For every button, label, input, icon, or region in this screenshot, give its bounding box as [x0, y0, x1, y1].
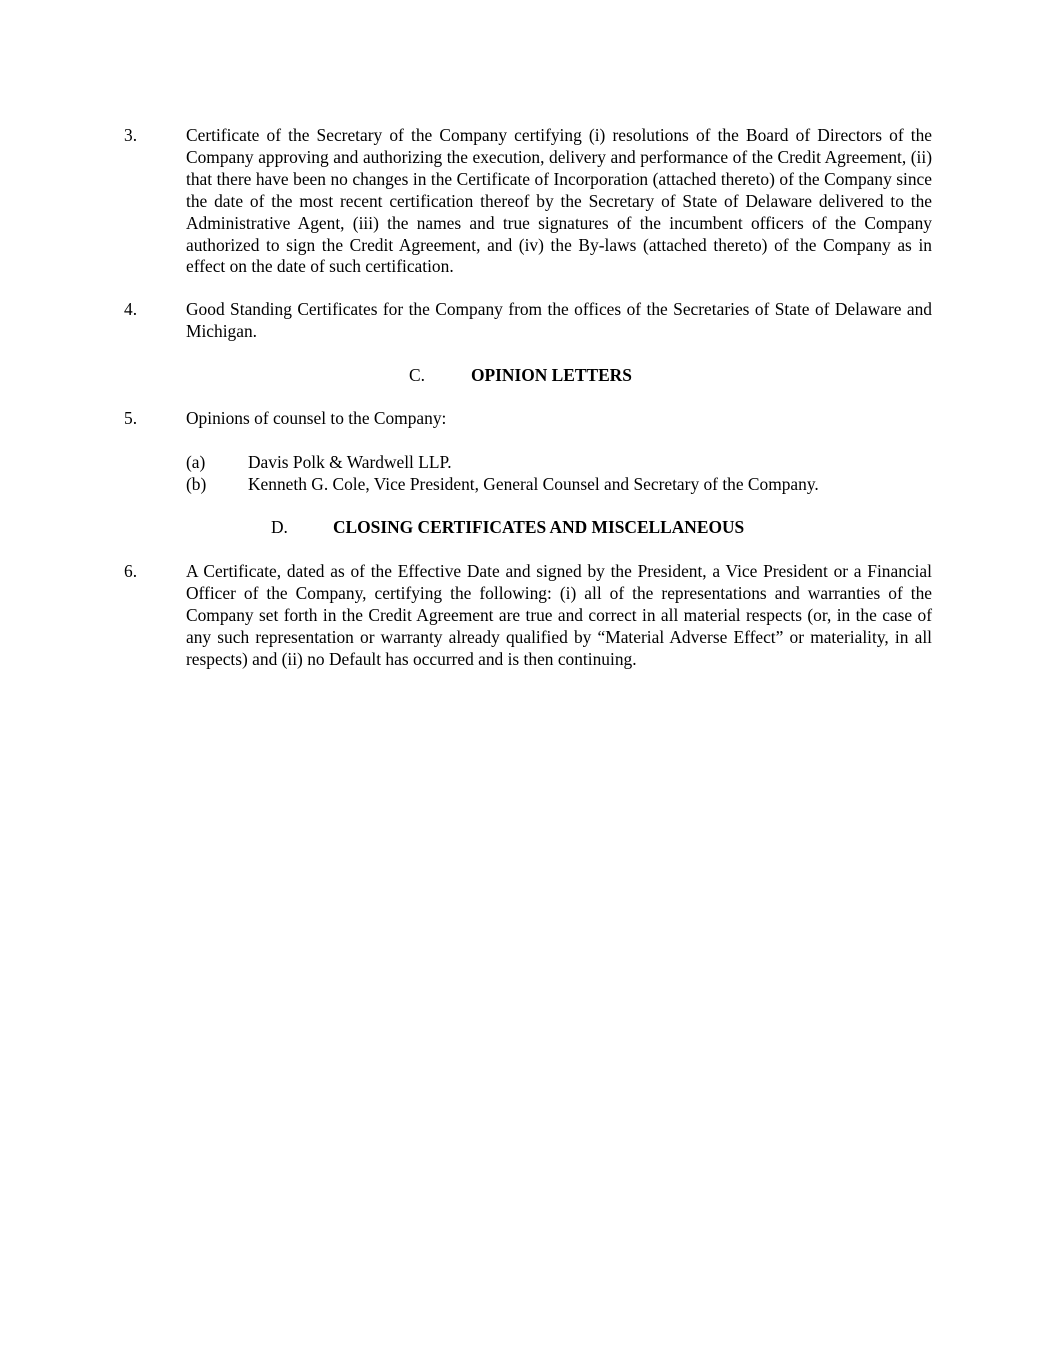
item-6 — [124, 561, 932, 671]
item-text: Certificate of the Secretary of the Company certifying (i) resolutions of the Board of Directors of the Company approving and authorizing the execution, delivery and performance of the Credit Agreement, (ii) that there have been no changes in the Certificate of Incorporation (attached thereto) of the Company since the date of the most recent certification thereof by the Secretary of State of Delaware delivered to the Administrative Agent, (iii) the names and true signatures of the incumbent officers of the Company authorized to sign the Credit Agreement, and (iv) the By-laws (attached thereto) of the Company as in effect on the date of such certification. — [186, 125, 932, 277]
opinion-text: Kenneth G. Cole, Vice President, General Counsel and Secretary of the Company. — [248, 474, 819, 494]
item-3 — [124, 125, 932, 278]
item-text: Opinions of counsel to the Company: — [186, 408, 447, 428]
opinion-text: Davis Polk & Wardwell LLP. — [248, 452, 452, 472]
item-4 — [124, 299, 932, 343]
section-letter: D. — [271, 517, 288, 537]
item-5 — [124, 408, 932, 430]
item-text: Good Standing Certificates for the Company from the offices of the Secretaries of State of Delaware and Michigan. — [186, 299, 932, 341]
item-number: 3. — [124, 125, 138, 145]
section-letter: C. — [409, 365, 425, 385]
item-number: 6. — [124, 561, 138, 581]
opinion-label: (a) — [186, 452, 206, 472]
item-number: 5. — [124, 408, 138, 428]
item-text: A Certificate, dated as of the Effective Date and signed by the President, a Vice President or a Financial Officer of the Company, certifying the following: (i) all of the representations and warranties of the Company set forth in the Credit Agreement are true and correct in all material respects (or, in the case of any such representation or warranty already qualified by “Material Adverse Effect” or materiality, in all respects) and (ii) no Default has occurred and is then continuing. — [186, 561, 932, 669]
item-number: 4. — [124, 299, 138, 319]
section-title: OPINION LETTERS — [471, 365, 632, 385]
section-title: CLOSING CERTIFICATES AND MISCELLANEOUS — [333, 517, 745, 537]
opinion-label: (b) — [186, 474, 207, 494]
section-heading-d — [271, 517, 744, 539]
section-heading-c — [409, 365, 632, 387]
